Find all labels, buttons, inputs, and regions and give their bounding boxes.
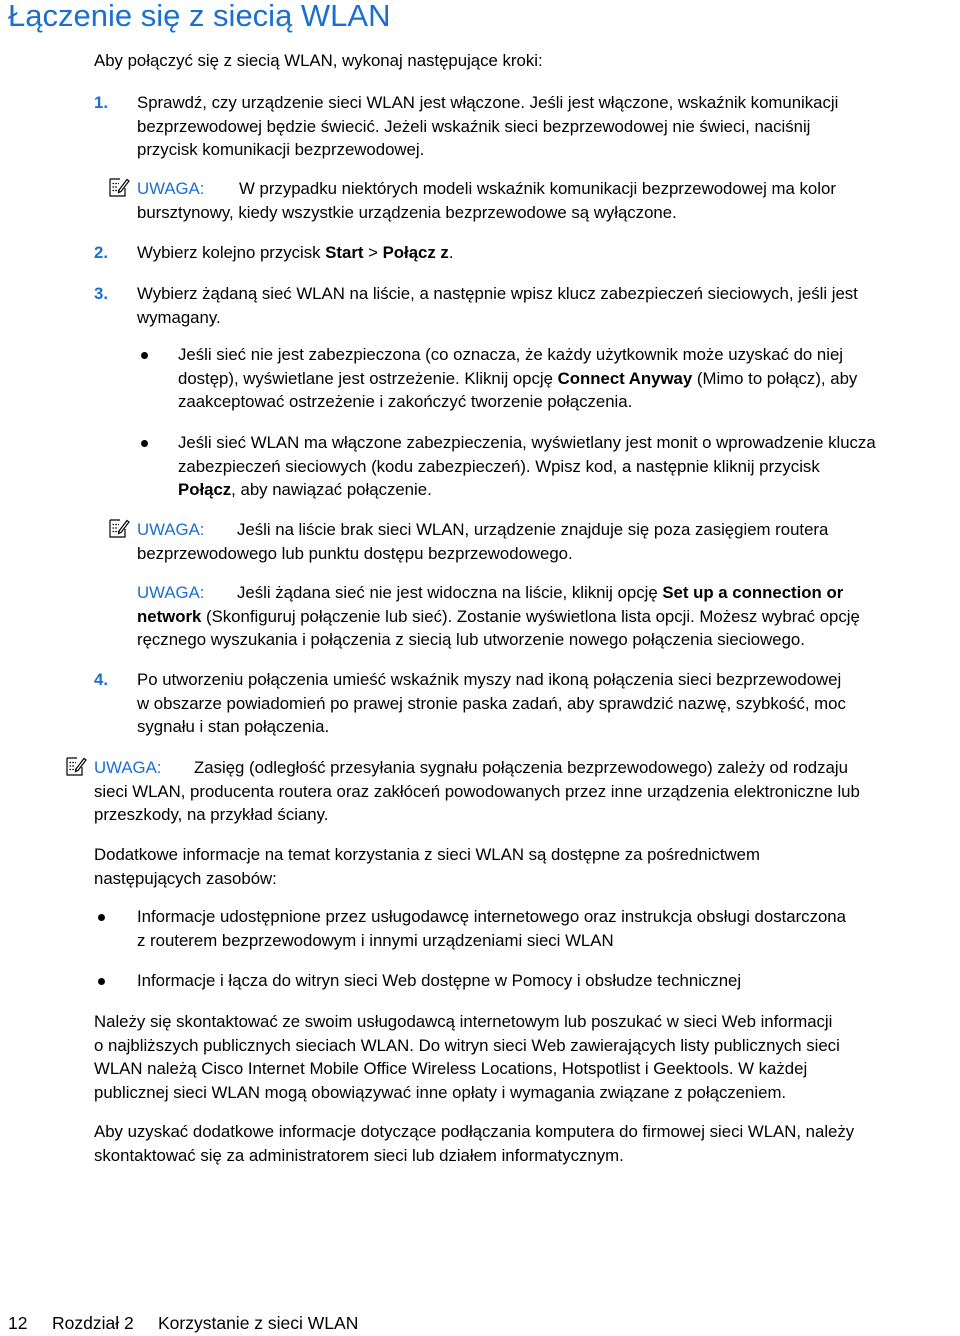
note-block (94, 756, 860, 827)
connect-to-label: Połącz z (382, 243, 449, 262)
text-line: Należy się skontaktować ze swoim usługodawcą internetowym lub poszukać w sieci Web informacji (94, 1012, 833, 1031)
setup-connection-label: Set up a connection or (662, 583, 844, 602)
list-item (178, 343, 857, 414)
bullet-icon (141, 352, 148, 359)
text-line: Aby uzyskać dodatkowe informacje dotyczące podłączania komputera do firmowej sieci WLAN, należy (94, 1122, 855, 1141)
text: dostęp), wyświetlane jest ostrzeżenie. Kliknij opcję (178, 368, 558, 388)
text-line: Informacje i łącza do witryn sieci Web dostępne w Pomocy i obsłudze technicznej (137, 971, 742, 990)
step-number: 4. (94, 670, 108, 689)
note-text: Jeśli żądana sieć nie jest widoczna na liście, kliknij opcję (237, 583, 663, 602)
text-line: Jeśli sieć WLAN ma włączone zabezpieczenia, wyświetlany jest monit o wprowadzenie klucza (178, 433, 876, 452)
step-number: 2. (94, 243, 108, 262)
text-line: zaakceptować ostrzeżenie i zakończyć tworzenie połączenia. (178, 392, 633, 411)
text-line: sygnału i stan połączenia. (137, 717, 330, 736)
text-line: Informacje udostępnione przez usługodawcę internetowego oraz instrukcja obsługi dostarczona (137, 907, 846, 926)
note-text: przeszkody, na przykład ściany. (94, 805, 329, 824)
paragraph (94, 1010, 840, 1104)
note-label: UWAGA: (137, 583, 205, 602)
text: > (363, 243, 383, 262)
note-label: UWAGA: (137, 179, 205, 198)
text-line: WLAN należą Cisco Internet Mobile Office Wireless Locations, Hotspotlist i Geektools. W każdej (94, 1059, 808, 1078)
note-block (137, 581, 860, 652)
note-label: UWAGA: (137, 520, 205, 539)
text: , aby nawiązać połączenie. (231, 480, 432, 499)
text-line: Dodatkowe informacje na temat korzystania z sieci WLAN są dostępne za pośrednictwem (94, 845, 760, 864)
text-line: następujących zasobów: (94, 868, 277, 888)
resources-intro (94, 843, 760, 890)
text-line: wymagany. (137, 307, 221, 327)
step-number: 1. (94, 93, 108, 112)
connect-label: Połącz (178, 480, 232, 499)
chapter-title: Korzystanie z sieci WLAN (158, 1313, 359, 1333)
bullet-icon (98, 978, 105, 985)
page-title: Łączenie się z siecią WLAN (8, 0, 391, 33)
step-4-text (137, 668, 846, 739)
bullet-icon (141, 440, 148, 447)
list-item (178, 431, 876, 502)
note-block (137, 518, 828, 565)
text-line: zabezpieczeń sieciowych (kodu zabezpieczeń). Wpisz kod, a następnie kliknij przycisk (178, 456, 820, 476)
note-text: (Skonfiguruj połączenie lub sieć). Zostanie wyświetlona lista opcji. Możesz wybrać opcję (201, 606, 860, 626)
text-line: przycisk komunikacji bezprzewodowej. (137, 140, 425, 159)
note-text: bursztynowy, kiedy wszystkie urządzenia bezprzewodowe są wyłączone. (137, 202, 677, 222)
page-number: 12 (8, 1313, 28, 1333)
list-item (137, 969, 741, 993)
note-icon (108, 517, 130, 539)
chapter-number: Rozdział 2 (52, 1313, 134, 1333)
note-text: bezprzewodowego lub punktu dostępu bezprzewodowego. (137, 543, 573, 563)
note-icon (65, 755, 87, 777)
text-line: o najbliższych publicznych sieciach WLAN. Do witryn sieci Web zawierających listy publicznych sieci (94, 1035, 840, 1055)
start-menu-label: Start (325, 243, 364, 262)
note-text: ręcznego wyszukania i połączenia z siecią lub utworzenie nowego połączenia sieciowego. (137, 630, 805, 649)
text: . (448, 243, 454, 262)
note-icon (108, 176, 130, 198)
text-line: w obszarze powiadomień po prawej stronie paska zadań, aby sprawdzić nazwę, szybkość, moc (137, 693, 846, 713)
step-1-text (137, 91, 838, 162)
text-line: Wybierz żądaną sieć WLAN na liście, a następnie wpisz klucz zabezpieczeń sieciowych, jeśli jest (137, 284, 858, 303)
text-line: bezprzewodowej będzie świecić. Jeżeli wskaźnik sieci bezprzewodowej nie świeci, naciśnij (137, 116, 811, 136)
connect-anyway-label: Connect Anyway (557, 368, 693, 388)
text-line: Po utworzeniu połączenia umieść wskaźnik myszy nad ikoną połączenia sieci bezprzewodowej (137, 670, 842, 689)
setup-connection-label: network (137, 606, 202, 626)
text-line: Jeśli sieć nie jest zabezpieczona (co oznacza, że każdy użytkownik może uzyskać do niej (178, 345, 844, 364)
bullet-icon (98, 914, 105, 921)
text-line: skontaktować się za administratorem sieci lub działem informatycznym. (94, 1145, 624, 1165)
text: Wybierz kolejno przycisk (137, 243, 326, 262)
paragraph (94, 1120, 854, 1167)
note-text: W przypadku niektórych modeli wskaźnik komunikacji bezprzewodowej ma kolor (239, 179, 836, 198)
intro-text: Aby połączyć się z siecią WLAN, wykonaj następujące kroki: (94, 51, 543, 70)
text-line: z routerem bezprzewodowym i innymi urządzeniami sieci WLAN (137, 930, 614, 950)
text-line: publicznej sieci WLAN mogą obowiązywać inne opłaty i wymagania związane z połączeniem. (94, 1082, 787, 1102)
note-label: UWAGA: (94, 758, 162, 777)
step-2-text (137, 241, 453, 265)
note-text: Jeśli na liście brak sieci WLAN, urządzenie znajduje się poza zasięgiem routera (237, 520, 829, 539)
step-3-text (137, 282, 858, 329)
text: (Mimo to połącz), aby (692, 368, 858, 388)
note-text: Zasięg (odległość przesyłania sygnału połączenia bezprzewodowego) zależy od rodzaju (194, 758, 848, 777)
text-line: Sprawdź, czy urządzenie sieci WLAN jest włączone. Jeśli jest włączone, wskaźnik komunikacji (137, 93, 839, 112)
note-text: sieci WLAN, producenta routera oraz zakłóceń powodowanych przez inne urządzenia elektroniczne lub (94, 781, 860, 801)
step-number: 3. (94, 284, 108, 303)
note-block (137, 177, 836, 224)
list-item (137, 905, 846, 952)
